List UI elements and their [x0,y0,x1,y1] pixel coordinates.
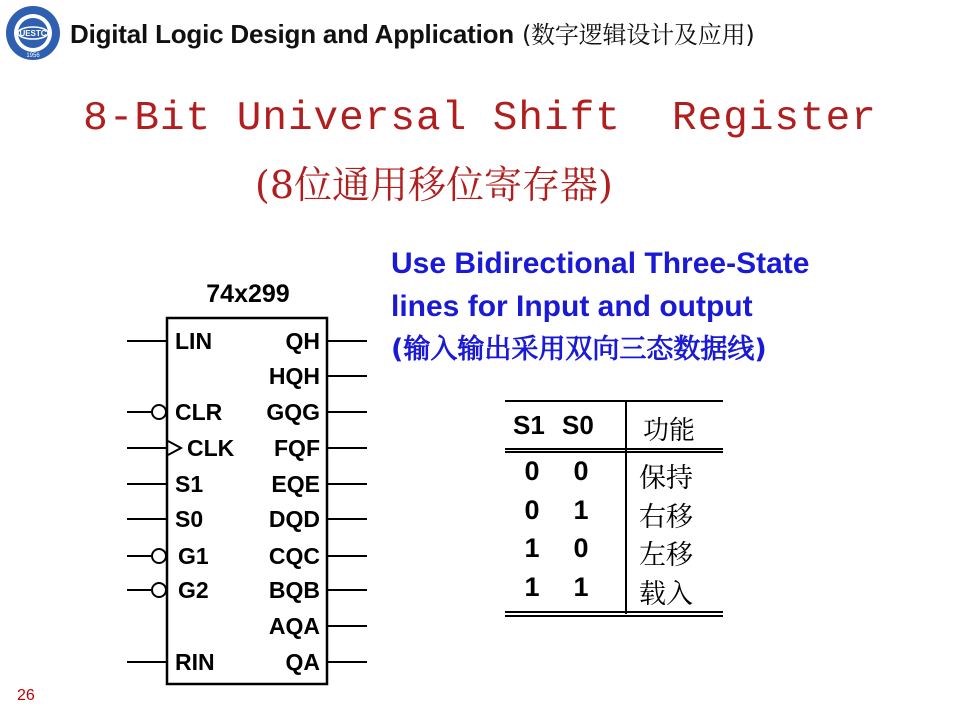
left-pin-clr [127,399,223,425]
pin-label-g1: G1 [178,543,209,569]
bidirectional-note [391,242,809,371]
pin-label-gqg: GQG [266,399,320,425]
inversion-bubble [152,405,166,419]
cell-s1: 1 [524,572,540,602]
right-pin-bqb [269,577,367,603]
pin-label-s0: S0 [175,506,204,532]
right-pins [266,328,367,675]
note-line-3: (输入输出采用双向三态数据线) [391,334,767,365]
slide-subtitle: (8位通用移位寄存器) [255,163,613,207]
cell-s0: 0 [573,456,589,486]
cell-s0: 0 [573,533,589,563]
logo-year: 1956 [26,53,40,59]
cell-s0: 1 [573,495,589,525]
cell-function: 左移 [639,540,693,571]
pin-label-cqc: CQC [268,543,320,569]
header-s1: S1 [513,410,545,440]
header-function: 功能 [643,416,696,446]
pin-label-g2: G2 [178,577,209,603]
left-pin-lin [127,328,212,354]
pin-label-dqd: DQD [268,506,320,532]
right-pin-eqe [271,471,367,497]
left-pin-s0 [127,506,203,532]
chip-name: 74x299 [206,280,290,308]
pin-label-bqb: BQB [268,577,320,603]
pin-label-aqa: AQA [268,613,320,639]
table-bottom-rule-2 [505,615,723,617]
slide-title: 8-Bit Universal Shift Register [83,96,877,142]
pin-label-fqf: FQF [274,435,320,461]
table-column-divider [625,402,627,614]
left-pins [127,328,235,675]
clock-triangle-icon [168,441,181,455]
course-title-en: Digital Logic Design and Application [70,19,514,49]
table-bottom-rule [505,611,723,613]
pin-label-lin: LIN [175,328,213,354]
cell-s1: 0 [524,495,540,525]
cell-function: 载入 [639,579,693,610]
cell-function: 保持 [639,463,693,494]
header-s0: S0 [562,410,594,440]
left-pin-rin [127,649,215,675]
right-pin-hqh [269,363,367,389]
pin-label-s1: S1 [175,471,204,497]
table-header-rule [505,448,723,450]
inversion-bubble [152,583,166,597]
pin-label-clk: CLK [187,435,235,461]
left-pin-clk [127,435,235,461]
cell-s0: 1 [573,572,589,602]
cell-function: 右移 [639,502,693,533]
right-pin-dqd [269,506,367,532]
page-number: 26 [17,687,35,704]
left-pin-s1 [127,471,203,497]
inversion-bubble [152,549,166,563]
logo-text: UESTC [19,29,47,38]
right-pin-aqa [269,613,367,639]
table-top-rule [505,400,723,402]
note-line-2: lines for Input and output [391,290,753,323]
right-pin-cqc [269,543,367,569]
pin-label-hqh: HQH [268,363,320,389]
pin-label-eqe: EQE [271,471,320,497]
right-pin-fqf [274,435,367,461]
note-line-1: Use Bidirectional Three-State [391,247,810,280]
pin-label-qh: QH [285,328,320,354]
right-pin-gqg [266,399,367,425]
pin-label-rin: RIN [175,649,215,675]
table-header-rule-2 [505,451,723,453]
cell-s1: 0 [524,456,540,486]
function-table [505,398,723,620]
pin-label-clr: CLR [175,399,223,425]
course-title-cn: (数字逻辑设计及应用) [521,21,755,49]
cell-s1: 1 [524,533,540,563]
pin-label-qa: QA [285,649,320,675]
